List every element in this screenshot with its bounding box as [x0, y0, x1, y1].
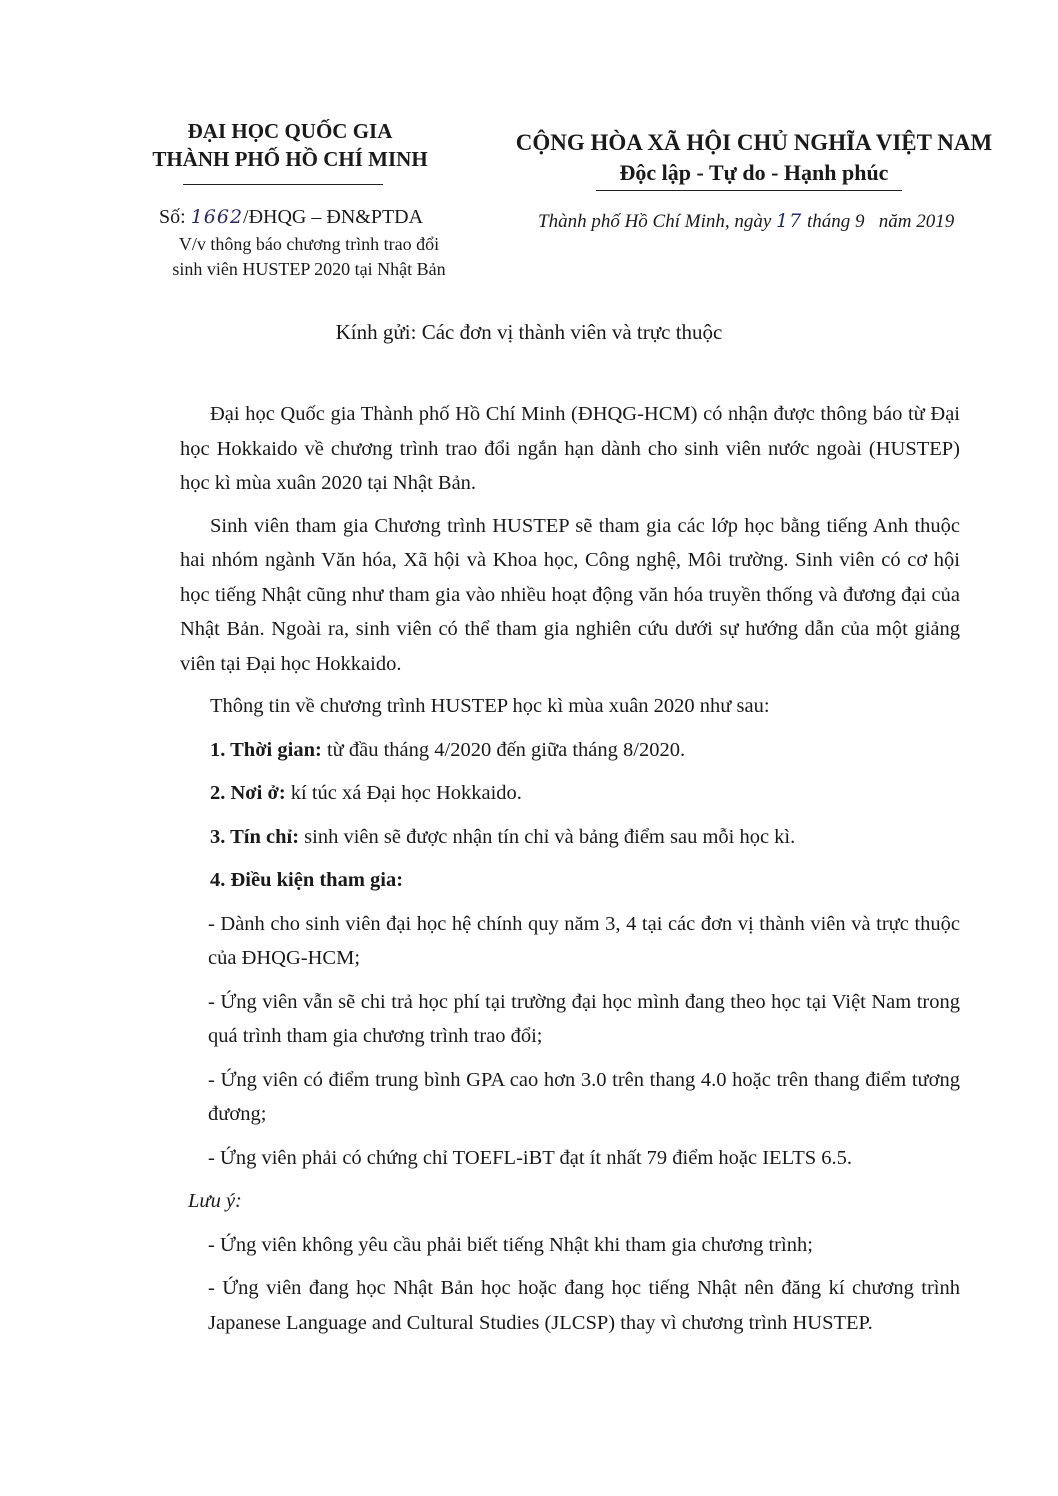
- national-motto-header: [492, 128, 1016, 188]
- document-number-handwritten: 1662: [190, 206, 244, 228]
- notes-list: [180, 1228, 960, 1341]
- item-text: kí túc xá Đại học Hokkaido.: [285, 782, 522, 804]
- date-day-handwritten: 17: [776, 210, 803, 232]
- item-label: 2. Nơi ở:: [210, 782, 286, 804]
- issuer-underline: [183, 184, 383, 185]
- document-date: [538, 208, 954, 235]
- letter-body: [180, 397, 960, 1340]
- issuer-line-2: THÀNH PHỐ HỒ CHÍ MINH: [152, 147, 428, 171]
- document-number: [159, 204, 423, 230]
- subject-line-1: V/v thông báo chương trình trao đổi: [178, 234, 440, 254]
- note-item: - Ứng viên đang học Nhật Bản học hoặc đang học tiếng Nhật nên đăng kí chương trình Japanese Language and Cultural Studies (JLCSP) thay vì chương trình HUSTEP.: [208, 1277, 960, 1334]
- salutation: Kính gửi: Các đơn vị thành viên và trực thuộc: [335, 320, 723, 344]
- condition-item: - Dành cho sinh viên đại học hệ chính quy năm 3, 4 tại các đơn vị thành viên và trực thuộc của ĐHQG-HCM;: [208, 912, 960, 969]
- condition-item: - Ứng viên vẫn sẽ chi trả học phí tại trường đại học mình đang theo học tại Việt Nam trong quá trình tham gia chương trình trao đổi;: [208, 990, 960, 1047]
- document-subject: [130, 232, 488, 282]
- item-label: 3. Tín chỉ:: [210, 825, 300, 848]
- motto-underline: [596, 190, 902, 191]
- item-text: sinh viên sẽ được nhận tín chỉ và bảng điểm sau mỗi học kì.: [299, 825, 796, 848]
- note-label: Lưu ý:: [188, 1190, 242, 1212]
- subject-line-2: sinh viên HUSTEP 2020 tại Nhật Bản: [172, 259, 446, 279]
- date-year: năm 2019: [864, 211, 955, 232]
- list-item: [180, 863, 960, 898]
- item-label: 4. Điều kiện tham gia:: [210, 869, 404, 891]
- issuer-header: [130, 117, 450, 173]
- conditions-list: [180, 907, 960, 1176]
- list-item: [180, 820, 960, 855]
- condition-item: - Ứng viên phải có chứng chỉ TOEFL-iBT đạt ít nhất 79 điểm hoặc IELTS 6.5.: [208, 1146, 853, 1169]
- list-item: [180, 733, 960, 768]
- document-number-suffix: /ĐHQG – ĐN&PTDA: [243, 206, 424, 228]
- motto: Độc lập - Tự do - Hạnh phúc: [619, 160, 889, 185]
- item-text: từ đầu tháng 4/2020 đến giữa tháng 8/2020.: [321, 738, 686, 761]
- date-prefix: Thành phố Hồ Chí Minh, ngày: [538, 211, 777, 232]
- date-month: tháng 9: [802, 211, 865, 232]
- issuer-line-1: ĐẠI HỌC QUỐC GIA: [187, 119, 393, 143]
- list-item: [180, 776, 960, 811]
- country-name: CỘNG HÒA XÃ HỘI CHỦ NGHĨA VIỆT NAM: [515, 130, 993, 155]
- item-label: 1. Thời gian:: [210, 738, 322, 761]
- note-item: - Ứng viên không yêu cầu phải biết tiếng Nhật khi tham gia chương trình;: [208, 1233, 813, 1256]
- condition-item: - Ứng viên có điểm trung bình GPA cao hơn 3.0 trên thang 4.0 hoặc trên thang điểm tương đương;: [208, 1068, 960, 1125]
- document-number-prefix: Số:: [159, 206, 191, 228]
- paragraph-program: Sinh viên tham gia Chương trình HUSTEP sẽ tham gia các lớp học bằng tiếng Anh thuộc hai nhóm ngành Văn hóa, Xã hội và Khoa học, Công nghệ, Môi trường. Sinh viên có cơ hội học tiếng Nhật cũng như tham gia vào nhiều hoạt động văn hóa truyền thống và đương đại của Nhật Bản. Ngoài ra, sinh viên có thể tham gia nghiên cứu dưới sự hướng dẫn của một giảng viên tại Đại học Hokkaido.: [180, 514, 960, 675]
- paragraph-intro: Đại học Quốc gia Thành phố Hồ Chí Minh (ĐHQG-HCM) có nhận được thông báo từ Đại học Hokkaido về chương trình trao đổi ngắn hạn dành cho sinh viên nước ngoài (HUSTEP) học kì mùa xuân 2020 tại Nhật Bản.: [180, 403, 960, 494]
- paragraph-info-lead: Thông tin về chương trình HUSTEP học kì mùa xuân 2020 như sau:: [210, 695, 770, 717]
